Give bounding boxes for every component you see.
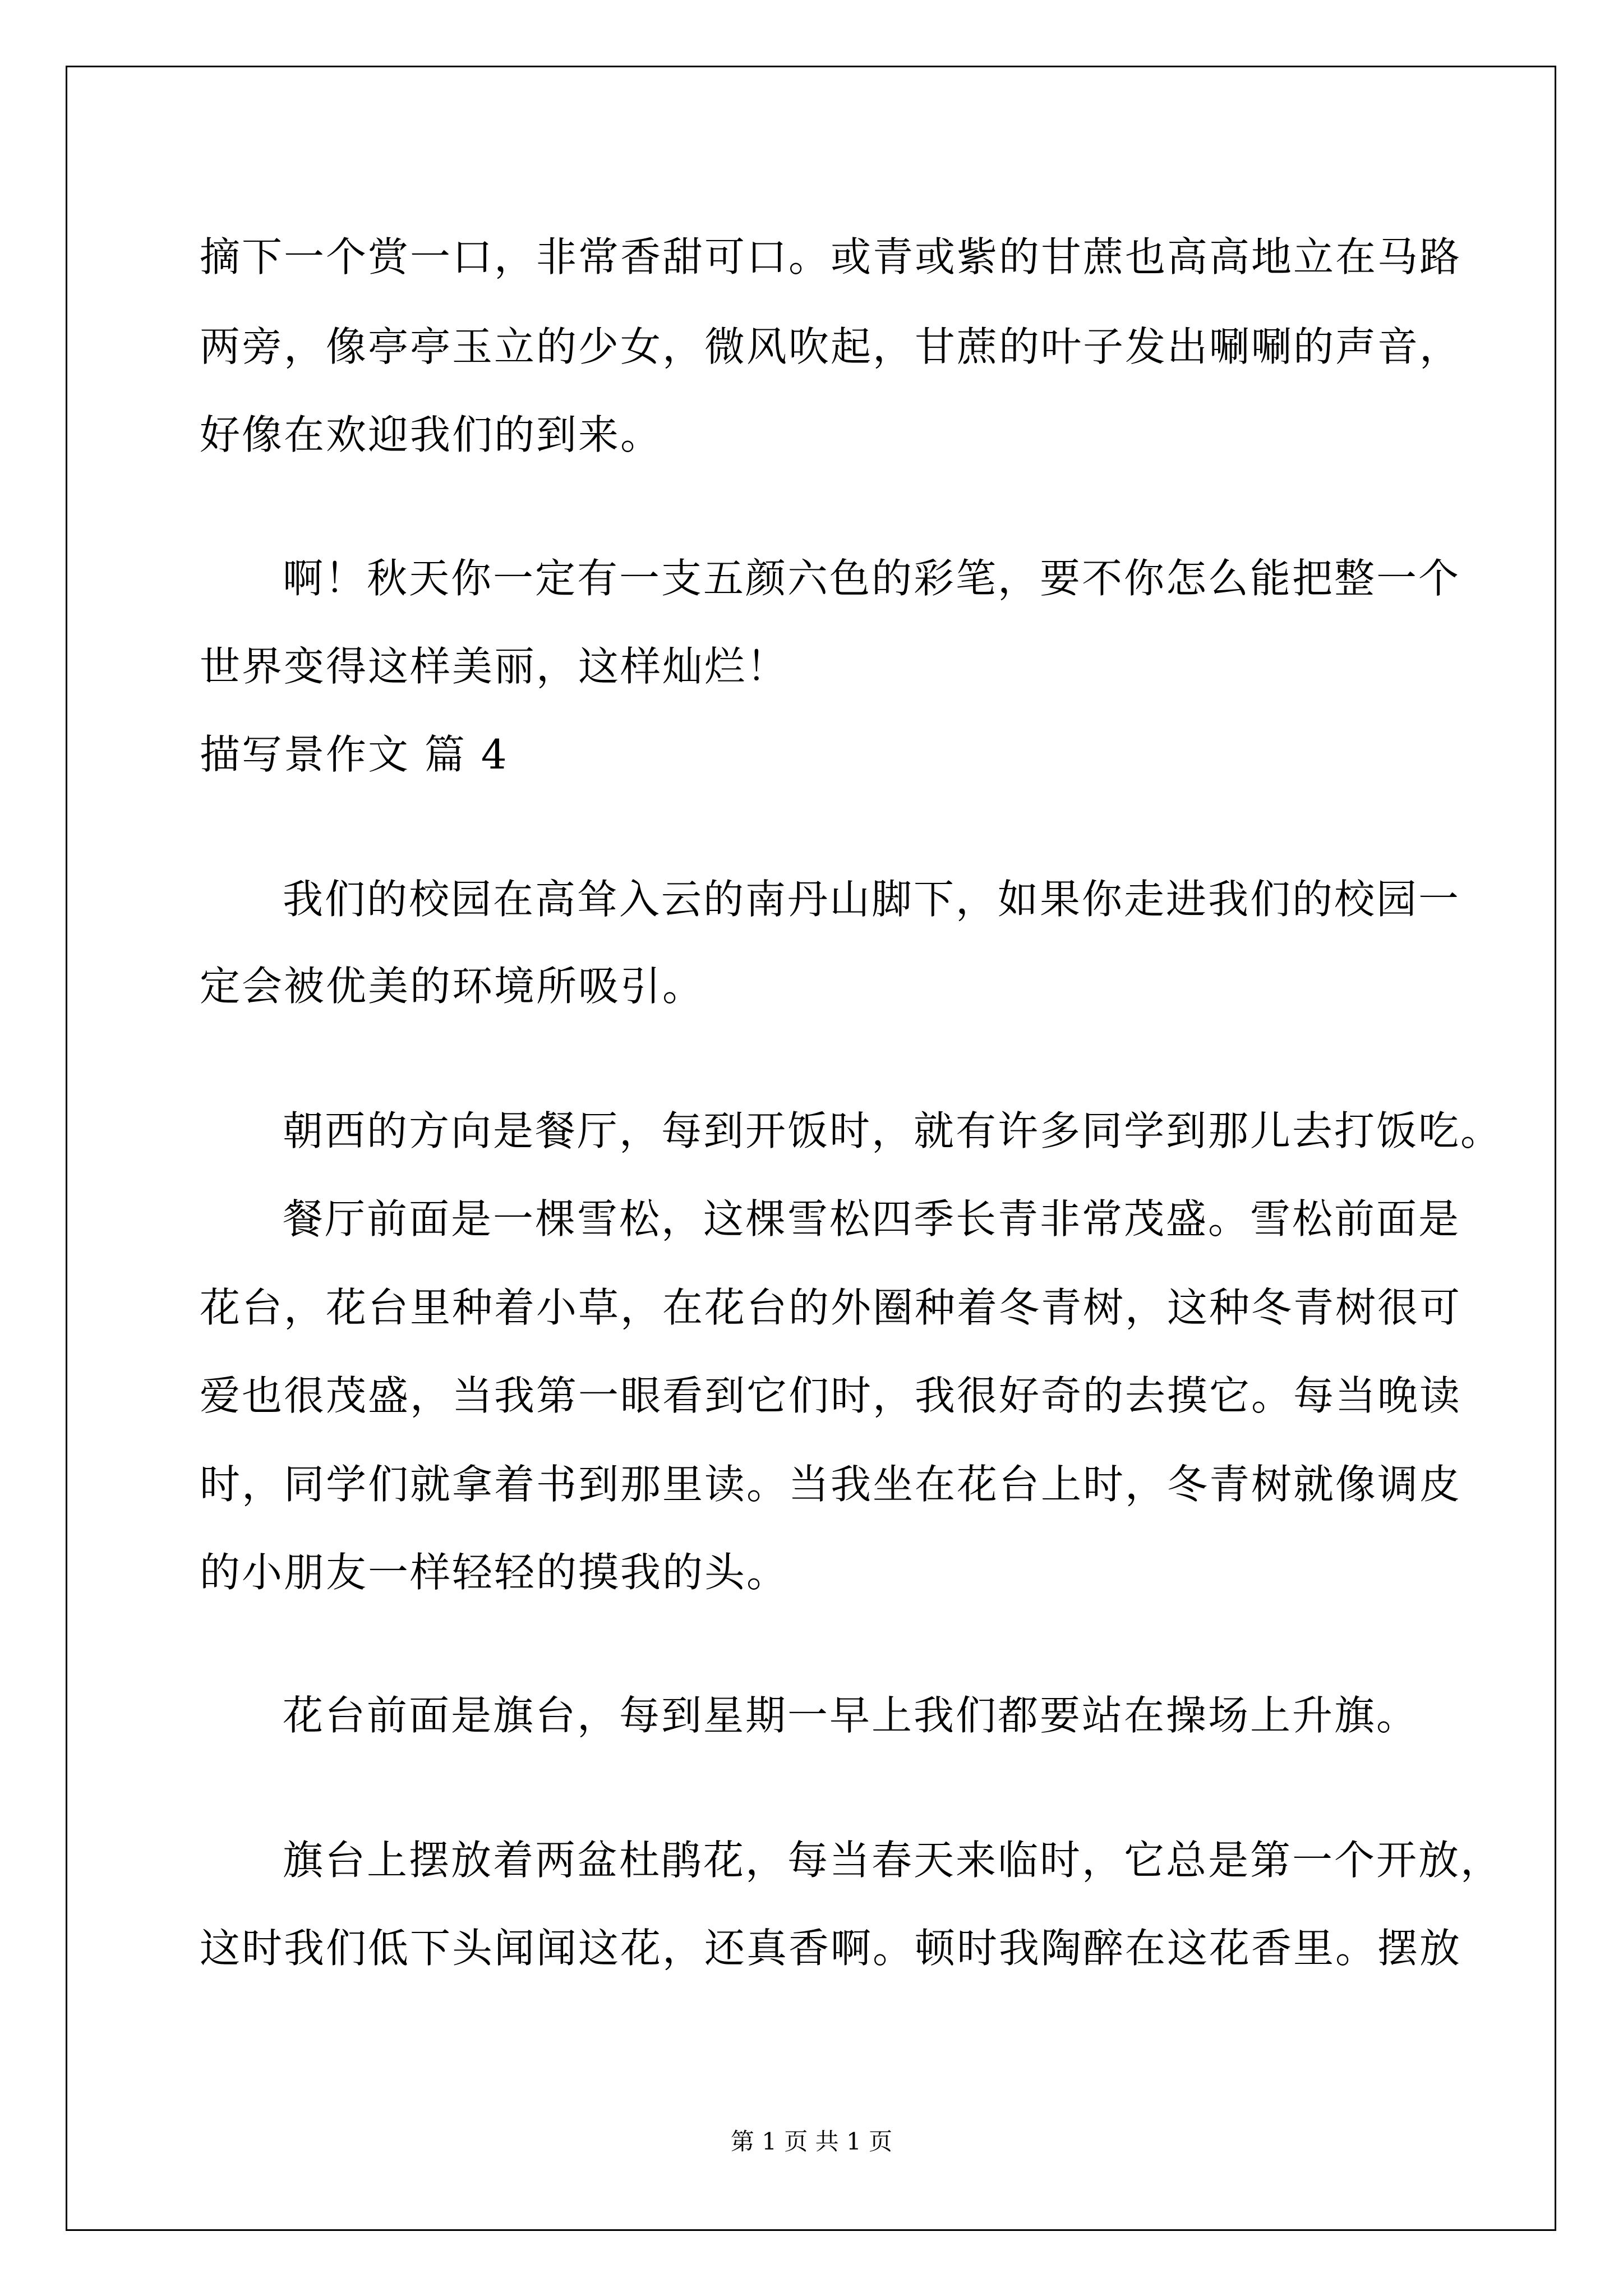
- text-line: 爱也很茂盛，当我第一眼看到它们时，我很好奇的去摸它。每当晚读: [200, 1372, 1462, 1419]
- text-line: 朝西的方向是餐厅，每到开饭时，就有许多同学到那儿去打饭吃。: [283, 1107, 1503, 1154]
- text-line: 花台，花台里种着小草，在花台的外圈种着冬青树，这种冬青树很可: [200, 1284, 1462, 1331]
- text-line: 啊！秋天你一定有一支五颜六色的彩笔，要不你怎么能把整一个: [283, 555, 1461, 602]
- text-line: 世界变得这样美丽，这样灿烂！: [200, 643, 789, 690]
- page-footer: 第 1 页 共 1 页: [730, 2128, 893, 2155]
- text-line: 这时我们低下头闻闻这花，还真香啊。顿时我陶醉在这花香里。摆放: [200, 1925, 1462, 1972]
- section-heading: 描写景作文 篇 4: [200, 731, 509, 778]
- text-line: 好像在欢迎我们的到来。: [200, 411, 663, 458]
- text-line: 的小朋友一样轻轻的摸我的头。: [200, 1549, 789, 1596]
- text-line: 摘下一个赏一口，非常香甜可口。或青或紫的甘蔗也高高地立在马路: [200, 233, 1462, 280]
- text-line: 花台前面是旗台，每到星期一早上我们都要站在操场上升旗。: [283, 1692, 1419, 1739]
- text-line: 旗台上摆放着两盆杜鹃花，每当春天来临时，它总是第一个开放，: [283, 1837, 1503, 1884]
- text-line: 时，同学们就拿着书到那里读。当我坐在花台上时，冬青树就像调皮: [200, 1461, 1462, 1508]
- text-line: 我们的校园在高耸入云的南丹山脚下，如果你走进我们的校园一: [283, 876, 1461, 923]
- text-line: 餐厅前面是一棵雪松，这棵雪松四季长青非常茂盛。雪松前面是: [283, 1195, 1461, 1243]
- text-line: 两旁，像亭亭玉立的少女，微风吹起，甘蔗的叶子发出唰唰的声音，: [200, 323, 1462, 370]
- text-line: 定会被优美的环境所吸引。: [200, 963, 705, 1010]
